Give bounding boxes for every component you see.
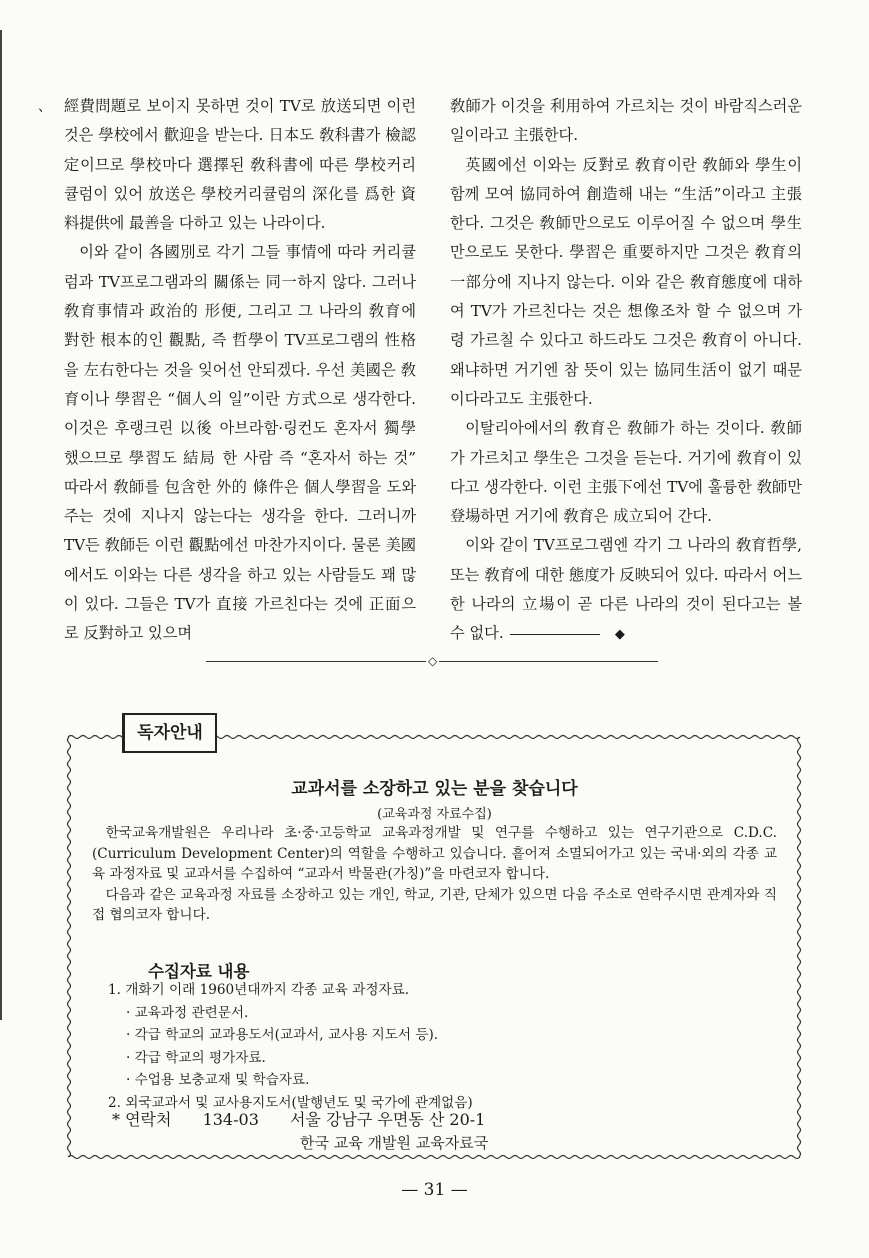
divider-diamond-icon: ◇ — [428, 654, 438, 668]
left-column — [64, 92, 416, 649]
notice-paragraph-2: 다음과 같은 교육과정 자료를 소장하고 있는 개인, 학교, 기관, 단체가 있으면 다음 주소로 연락주시면 관계자와 직접 협의코자 합니다. — [92, 886, 777, 923]
collection-section-title: 수집자료 내용 — [148, 962, 250, 981]
list-item: · 각급 학교의 평가자료. — [126, 1049, 266, 1066]
list-item: · 각급 학교의 교과용도서(교과서, 교사용 지도서 등). — [126, 1027, 439, 1043]
notice-title: 교과서를 소장하고 있는 분을 찾습니다 — [291, 779, 578, 799]
reader-notice-tag: 독자안내 — [122, 713, 217, 753]
end-mark-icon: ◆ — [614, 626, 625, 642]
list-item: 2. 외국교과서 및 교사용지도서(발행년도 및 국가에 관계없음) — [108, 1094, 473, 1111]
end-rule — [510, 634, 600, 635]
right-paragraph-4-text: 이와 같이 TV프로그램엔 각기 그 나라의 敎育哲學, 또는 敎育에 대한 態度가 反映되어 있다. 따라서 어느 한 나라의 立場이 곧 다른 나라의 것이 된다고는 볼 수 없다. — [450, 536, 802, 643]
right-paragraph-4 — [450, 531, 802, 648]
postcode: 134-03 — [202, 1110, 259, 1129]
list-item: · 교육과정 관련문서. — [126, 1004, 249, 1021]
right-paragraph-3: 이탈리아에서의 敎育은 敎師가 하는 것이다. 敎師가 가르치고 學生은 그것을 듣는다. 거기에 敎育이 있다고 생각한다. 이런 主張下에선 TV에 훌륭한 敎師만 登場하면 거기에 敎育은 成立되어 간다. — [450, 419, 802, 526]
list-item: · 수업용 보충교재 및 학습자료. — [126, 1072, 310, 1088]
page-edge-rule — [0, 30, 2, 1020]
page-number: — 31 — — [401, 1180, 468, 1200]
list-item: 1. 개화기 이래 1960년대까지 각종 교육 과정자료. — [108, 982, 410, 998]
contact-line — [112, 1107, 511, 1130]
collection-list — [108, 979, 473, 1114]
address: 서울 강남구 우면동 산 20-1 — [289, 1110, 486, 1129]
notice-paragraph-1: 한국교육개발원은 우리나라 초·중·고등학교 교육과정개발 및 연구를 수행하고 있는 연구기관으로 C.D.C.(Curriculum Development Center)의 역할을 수행하고 있습니다. 흩어져 소멸되어가고 있는 국내·외의 각종 교육 과정자료 및 교과서를 수집하여 “교과서 박물관(가칭)”을 마련코자 합니다. — [92, 825, 777, 882]
notice-subtitle: (교육과정 자료수집) — [377, 807, 492, 822]
right-paragraph-2: 英國에선 이와는 反對로 敎育이란 敎師와 學生이 함께 모여 協同하여 創造해 내는 “生活”이라고 主張한다. 그것은 敎師만으로도 이루어질 수 없으며 學生만으로도 못한다. 學習은 重要하지만 그것은 敎育의 一部分에 지나지 않는다. 이와 같은 敎育態度에 대하여 TV가 가르친다는 것은 想像조차 할 수 없으며 가령 가르칠 수 있다고 하드라도 그것은 敎育이 아니다. 왜냐하면 거기엔 참 뜻이 있는 協同生活이 없기 때문이다라고도 主張한다. — [450, 155, 802, 408]
organization-name: 한국 교육 개발원 교육자료국 — [300, 1134, 489, 1152]
notice-body — [92, 823, 777, 926]
right-column — [450, 92, 802, 649]
left-paragraph-2: 이와 같이 各國別로 각기 그들 事情에 따라 커리큘럼과 TV프로그램과의 關係는 同一하지 않다. 그러나 敎育事情과 政治的 形便, 그리고 그 나라의 敎育에 對한 根本的인 觀點, 즉 哲學이 TV프로그램의 性格을 左右한다는 것을 잊어선 안되겠다. 우선 美國은 敎育이나 學習은 “個人의 일”이란 方式으로 생각한다. 이것은 후랭크린 以後 아브라함·링컨도 혼자서 獨學했으므로 學習도 結局 한 사람 즉 “혼자서 하는 것” 따라서 敎師를 包含한 外的 條件은 個人學習을 도와주는 것에 지나지 않는다는 생각을 한다. 그러니까 TV든 敎師든 이런 觀點에선 마찬가지이다. 물론 美國에서도 이와는 다른 생각을 하고 있는 사람들도 꽤 많이 있다. 그들은 TV가 直接 가르친다는 것에 正面으로 反對하고 있으며 — [64, 243, 416, 643]
left-paragraph-1: 經費問題로 보이지 못하면 것이 TV로 放送되면 이런 것은 學校에서 歡迎을 받는다. 日本도 敎科書가 檢認定이므로 學校마다 選擇된 敎科書에 따른 學校커리큘럼이 있어 放送은 學校커리큘럼의 深化를 爲한 資料提供에 最善을 다하고 있는 나라이다. — [64, 97, 416, 233]
margin-mark: 、 — [38, 99, 52, 115]
contact-label: * 연락처 — [112, 1110, 172, 1129]
right-paragraph-1: 敎師가 이것을 利用하여 가르치는 것이 바람직스러운 일이라고 主張한다. — [450, 97, 802, 145]
